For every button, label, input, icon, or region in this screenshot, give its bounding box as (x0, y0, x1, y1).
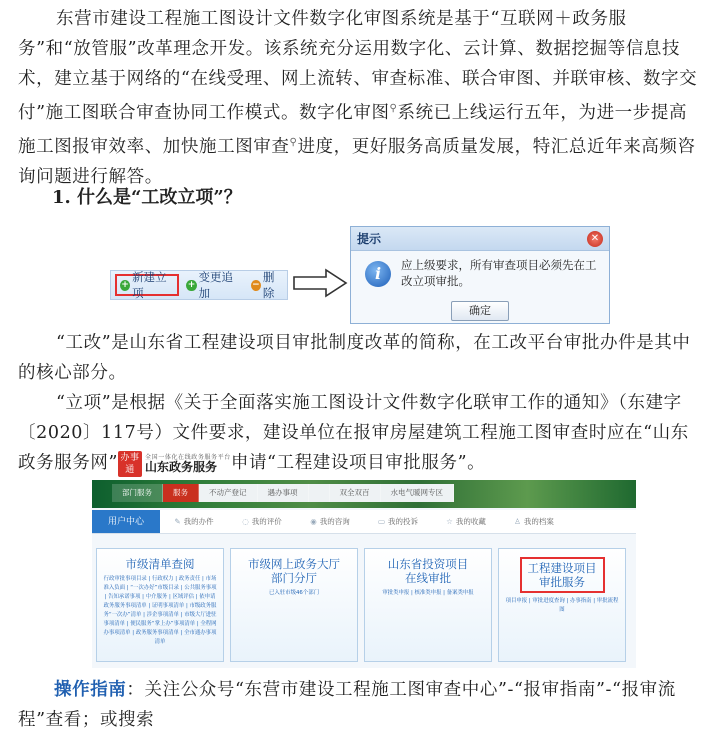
alert-dialog (350, 226, 610, 324)
topnav-item[interactable]: 双全双百 (330, 484, 381, 502)
card-title: 市级网上政务大厅 部门分厅 (248, 557, 340, 585)
chat-icon: ◌ (242, 517, 249, 526)
card-body: 审批类申报 | 核准类申报 | 备案类申报 (382, 590, 474, 596)
highlight-box (520, 557, 605, 593)
intro-paragraph: 东营市建设工程施工图设计文件数字化审图系统是基于“互联网＋政务服务”和“放管服”改革理念开发。该系统充分运用数字化、云计算、数据挖掘等信息技术，建立基于网络的“在线受理、网上流转、审查标准、联合审图、并联审核、数字交付”施工图联合审查协同工作模式。数字化审图⚲系统已上线运行五年，为进一步提高施工图报审效率、加快施工图审查⚲进度，更好服务高质量发展，特汇总近年来高频咨询问题进行解答。 (18, 9, 698, 187)
topnav-item[interactable]: 水电气暖网专区 (381, 484, 455, 502)
guide-paragraph: 操作指南：关注公众号“东营市建设工程施工图审查中心”-“报审指南”-“报审流程”查看；或搜索 (18, 680, 676, 730)
topnav-item[interactable] (309, 484, 330, 502)
tab-my-cases[interactable]: ✎ 我的办件 (174, 517, 214, 526)
question-heading: 1. 什么是“工改立项”？ (52, 187, 242, 208)
service-cards (96, 548, 626, 662)
pencil-icon: ✎ (174, 517, 181, 526)
topnav-item[interactable]: 服务 (163, 484, 199, 502)
search-icon: ⚲ (289, 136, 298, 148)
plus-icon: + (121, 279, 129, 290)
gongai-paragraph: “工改”是山东省工程建设项目审批制度改革的简称，在工改平台审批办件是其中的核心部分。 (18, 333, 691, 383)
tab-user-center[interactable]: 用户中心 (92, 510, 160, 533)
tab-my-reviews[interactable]: ◌ 我的评价 (242, 517, 282, 526)
portal-topnav (112, 484, 454, 502)
service-card[interactable] (230, 548, 358, 662)
portal-screenshot (92, 480, 636, 668)
portal-banner (92, 480, 636, 508)
ok-button[interactable]: 确定 (451, 301, 509, 321)
portal-tabs (92, 510, 636, 534)
tab-my-archive[interactable]: ♙ 我的档案 (514, 517, 554, 526)
topnav-item[interactable]: 不动产登记 (199, 484, 258, 502)
topnav-item[interactable]: 部门服务 (112, 484, 163, 502)
service-card[interactable] (498, 548, 626, 662)
shandong-gov-service-logo: 办事 通 全国一体化在线政务服务平台 山东政务服务 (118, 451, 231, 477)
service-card[interactable] (364, 548, 492, 662)
star-icon: ☆ (446, 517, 453, 526)
plus-icon: + (187, 279, 196, 290)
change-append-button[interactable]: + 变更追加 (187, 270, 234, 300)
card-body: 行政审批事项目录 | 行政权力 | 政务责任 | 市场准入负面 | “一次办好”市级目录 | 公共服务事项 | 告知承诺事项 | 中介服务 | 区域评估 | 依申请政务服务事项清单 | 证明事项清单 | 市级政务服务“一次办”清单 | 涉企事项清单 | 市级大厅进驻事项清单 | 便民服务“掌上办”事项清单 | 全程网办事项清单 | 政务服务事项清单 | 全市通办事项清单 (103, 576, 217, 645)
search-icon: ⚲ (389, 103, 398, 114)
complaint-icon: ▭ (377, 517, 386, 526)
tab-my-consult[interactable]: ◉ 我的咨询 (310, 517, 350, 526)
topnav-item[interactable]: 遇办事项 (258, 484, 309, 502)
info-icon: i (365, 261, 391, 287)
toolbar (110, 270, 288, 300)
dialog-message: 应上级要求，所有审查项目必须先在工改立项审批。 (401, 258, 597, 288)
card-title: 工程建设项目 审批服务 (527, 561, 597, 589)
lixiang-paragraph: “立项”是根据《关于全面落实施工图设计文件数字化联审工作的通知》（东建字〔2020〕117号）文件要求，建设单位在报审房屋建筑工程施工图审查时应在“山东政务服务网” 办事 通 全国一体化在线政务服务平台 山东政务服务 申请“工程建设项目审批服务”。 (18, 393, 689, 475)
delete-button[interactable]: − 删除 (252, 270, 275, 300)
card-title: 市级清单查阅 (125, 557, 195, 571)
dialog-title: 提示 ✕ (351, 227, 609, 251)
card-title: 山东省投资项目 在线审批 (387, 557, 469, 585)
close-icon[interactable]: ✕ (587, 231, 603, 247)
new-project-button[interactable]: + 新建立项 (115, 274, 179, 296)
card-body: 项目申报 | 审批进度查询 | 办事指南 | 审批流程图 (505, 598, 619, 613)
seal-icon: 办事 通 (118, 451, 142, 477)
card-body: 已入驻市级46个部门 (269, 590, 319, 596)
user-icon: ♙ (514, 517, 521, 526)
minus-icon: − (252, 279, 260, 290)
arrow-right-icon (292, 268, 348, 298)
tab-my-complaints[interactable]: ▭ 我的投诉 (377, 517, 419, 526)
service-card[interactable] (96, 548, 224, 662)
tab-my-favorites[interactable]: ☆ 我的收藏 (446, 517, 486, 526)
question-icon: ◉ (310, 517, 317, 526)
